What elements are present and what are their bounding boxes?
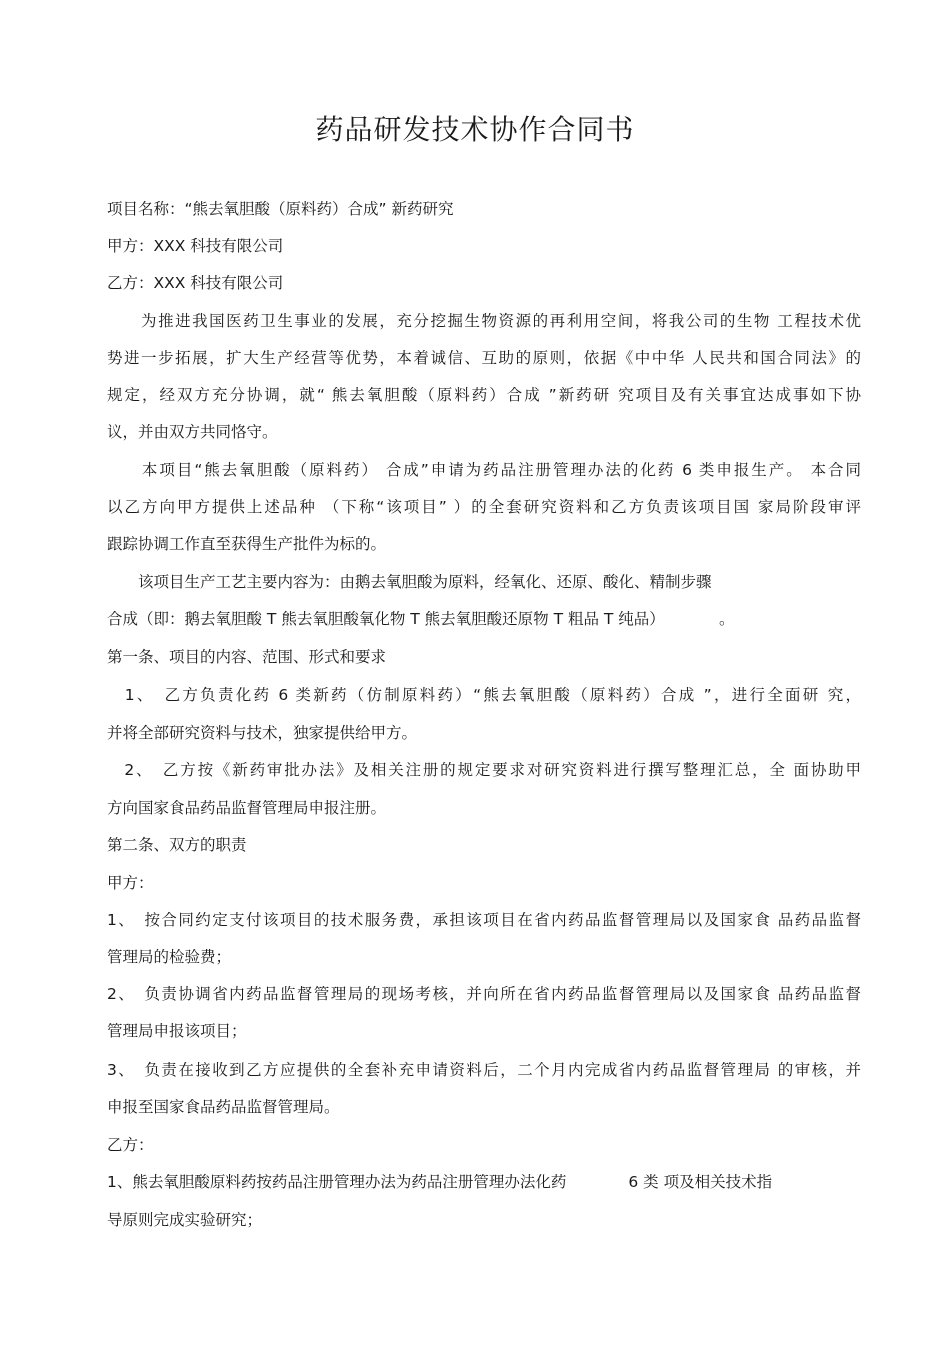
paragraph-line: 本项目“熊去氧胆酸（原料药） 合成”申请为药品注册管理办法的化药 6 类申报生产。 本合同 xyxy=(107,461,861,479)
list-item-line: 2、 乙方按《新药审批办法》及相关注册的规定要求对研究资料进行撰写整理汇总，全 面协助甲 xyxy=(107,761,861,779)
paragraph-line: 合成（即：鹅去氧胆酸 T 熊去氧胆酸氧化物 T 熊去氧胆酸还原物 T 粗品 T 纯品） 。 xyxy=(107,610,735,628)
party-b-line: 乙方：XXX 科技有限公司 xyxy=(107,274,284,292)
section-heading: 第二条、双方的职责 xyxy=(107,836,247,854)
document-title: 药品研发技术协作合同书 xyxy=(315,113,635,146)
paragraph-line: 规定，经双方充分协调，就“ 熊去氧胆酸（原料药）合成 ”新药研 究项目及有关事宜达成事如下协 xyxy=(107,386,861,404)
list-item-line: 方向国家食品药品监督管理局申报注册。 xyxy=(107,799,387,817)
list-item-line: 1、熊去氧胆酸原料药按药品注册管理办法为药品注册管理办法化药 6 类 项及相关技术指 xyxy=(107,1173,773,1191)
list-item-line: 导原则完成实验研究； xyxy=(107,1211,263,1229)
list-item-line: 管理局申报该项目； xyxy=(107,1022,247,1040)
party-label: 甲方： xyxy=(107,874,154,892)
party-label: 乙方： xyxy=(107,1136,154,1154)
list-item-line: 并将全部研究资料与技术，独家提供给甲方。 xyxy=(107,724,418,742)
list-item-line: 1、 按合同约定支付该项目的技术服务费，承担该项目在省内药品监督管理局以及国家食 品药品监督 xyxy=(107,911,861,929)
paragraph-line: 议，并由双方共同恪守。 xyxy=(107,423,278,441)
section-heading: 第一条、项目的内容、范围、形式和要求 xyxy=(107,648,387,666)
paragraph-line: 势进一步拓展，扩大生产经营等优势，本着诚信、互助的原则，依据《中中华 人民共和国合同法》的 xyxy=(107,349,861,367)
paragraph-line: 为推进我国医药卫生事业的发展，充分挖掘生物资源的再利用空间，将我公司的生物 工程技术优 xyxy=(107,312,861,330)
list-item-line: 2、 负责协调省内药品监督管理局的现场考核，并向所在省内药品监督管理局以及国家食 品药品监督 xyxy=(107,985,861,1003)
paragraph-line: 以乙方向甲方提供上述品种 （下称“该项目” ）的全套研究资料和乙方负责该项目国 家局阶段审评 xyxy=(107,498,861,516)
party-a-line: 甲方：XXX 科技有限公司 xyxy=(107,237,284,255)
list-item-line: 申报至国家食品药品监督管理局。 xyxy=(107,1098,340,1116)
list-item-line: 1、 乙方负责化药 6 类新药（仿制原料药）“熊去氧胆酸（原料药）合成 ”，进行全面研 究， xyxy=(107,686,861,704)
paragraph-line: 跟踪协调工作直至获得生产批件为标的。 xyxy=(107,535,387,553)
paragraph-line: 该项目生产工艺主要内容为：由鹅去氧胆酸为原料，经氧化、还原、酸化、精制步骤 xyxy=(107,573,712,591)
list-item-line: 管理局的检验费； xyxy=(107,948,232,966)
project-name-line: 项目名称：“熊去氧胆酸（原料药）合成” 新药研究 xyxy=(107,200,454,218)
list-item-line: 3、 负责在接收到乙方应提供的全套补充申请资料后，二个月内完成省内药品监督管理局 的审核，并 xyxy=(107,1061,861,1079)
